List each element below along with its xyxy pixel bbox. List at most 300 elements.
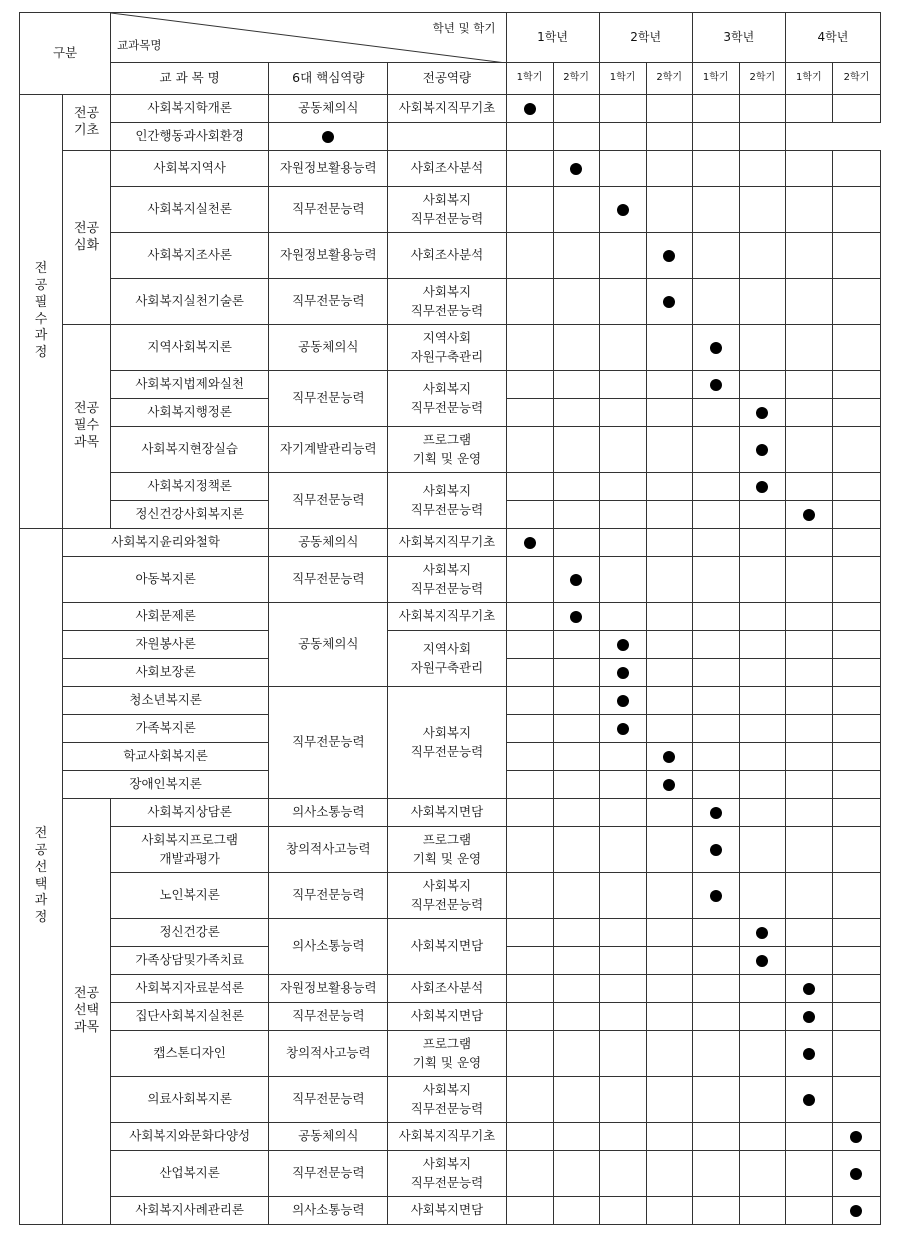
semester-cell <box>692 557 739 603</box>
table-row <box>20 687 881 715</box>
semester-cell <box>785 1123 832 1151</box>
semester-cell <box>692 659 739 687</box>
table-row <box>20 827 881 873</box>
semester-cell <box>785 233 832 279</box>
course-name: 지역사회복지론 <box>111 325 269 371</box>
semester-cell <box>785 427 832 473</box>
course-name: 사회보장론 <box>63 659 269 687</box>
major-competency: 사회복지면담 <box>388 919 506 975</box>
semester-cell <box>599 827 646 873</box>
semester-cell <box>646 187 692 233</box>
major-competency: 사회복지 직무전문능력 <box>388 279 506 325</box>
table-row <box>20 1077 881 1123</box>
semester-cell <box>785 1077 832 1123</box>
semester-cell <box>599 399 646 427</box>
semester-cell <box>739 715 785 743</box>
offered-dot <box>617 723 629 735</box>
semester-cell <box>692 1197 739 1225</box>
table-row <box>20 603 881 631</box>
course-name: 가족상담및가족치료 <box>111 947 269 975</box>
diagonal-header-cell <box>111 13 506 63</box>
semester-cell <box>739 473 785 501</box>
year-header-4: 4학년 <box>785 13 880 63</box>
semester-cell <box>553 529 599 557</box>
core-competency: 직무전문능력 <box>269 279 388 325</box>
table-row <box>20 123 881 151</box>
semester-cell <box>553 631 599 659</box>
semester-cell <box>599 975 646 1003</box>
offered-dot <box>710 844 722 856</box>
semester-cell <box>832 1151 880 1197</box>
core-competency: 직무전문능력 <box>269 187 388 233</box>
semester-cell <box>739 603 785 631</box>
course-name: 사회복지조사론 <box>111 233 269 279</box>
semester-cell <box>739 233 785 279</box>
semester-cell <box>832 501 880 529</box>
major-competency: 사회복지 직무전문능력 <box>388 1151 506 1197</box>
semester-cell <box>506 501 553 529</box>
semester-cell <box>832 427 880 473</box>
semester-cell <box>553 919 599 947</box>
semester-cell <box>692 975 739 1003</box>
semester-cell <box>506 95 553 123</box>
semester-cell <box>646 501 692 529</box>
major-competency: 사회복지 직무전문능력 <box>388 473 506 529</box>
semester-cell <box>692 1151 739 1197</box>
table-row <box>20 1003 881 1031</box>
semester-cell <box>553 501 599 529</box>
core-competency: 공동체의식 <box>269 603 388 687</box>
semester-cell <box>832 473 880 501</box>
semester-cell <box>553 1197 599 1225</box>
course-name: 노인복지론 <box>111 873 269 919</box>
course-name: 사회복지와문화다양성 <box>111 1123 269 1151</box>
offered-dot <box>322 131 334 143</box>
course-name: 사회복지행정론 <box>111 399 269 427</box>
course-name: 사회복지프로그램 개발과평가 <box>111 827 269 873</box>
course-name: 사회복지윤리와철학 <box>63 529 269 557</box>
semester-cell <box>739 687 785 715</box>
semester-cell <box>599 631 646 659</box>
semester-cell <box>739 827 785 873</box>
semester-cell <box>739 501 785 529</box>
course-name: 인간행동과사회환경 <box>111 123 269 151</box>
semester-cell <box>506 947 553 975</box>
offered-dot <box>663 250 675 262</box>
semester-cell <box>646 659 692 687</box>
semester-cell <box>599 1197 646 1225</box>
semester-cell <box>646 279 692 325</box>
core-competency: 창의적사고능력 <box>269 1031 388 1077</box>
semester-cell <box>646 1031 692 1077</box>
semester-cell <box>832 1031 880 1077</box>
semester-cell <box>692 873 739 919</box>
major-competency: 사회복지면담 <box>388 1003 506 1031</box>
course-name: 사회복지학개론 <box>111 95 269 123</box>
table-row <box>20 427 881 473</box>
offered-dot <box>617 204 629 216</box>
course-name: 사회복지자료분석론 <box>111 975 269 1003</box>
semester-cell <box>692 325 739 371</box>
semester-cell <box>506 123 553 151</box>
core-competency: 직무전문능력 <box>269 371 388 427</box>
semester-cell <box>739 919 785 947</box>
semester-cell <box>553 427 599 473</box>
table-row <box>20 1123 881 1151</box>
semester-cell <box>599 473 646 501</box>
table-row <box>20 279 881 325</box>
year-header-2: 2학년 <box>599 13 692 63</box>
semester-cell <box>832 975 880 1003</box>
semester-cell <box>646 947 692 975</box>
subgroup-label: 전공 선택 과목 <box>63 799 111 1225</box>
semester-cell <box>832 325 880 371</box>
semester-cell <box>506 603 553 631</box>
semester-cell <box>692 1077 739 1123</box>
semester-cell <box>739 279 785 325</box>
semester-cell <box>599 687 646 715</box>
semester-cell <box>832 603 880 631</box>
major-competency: 사회복지직무기초 <box>388 95 506 123</box>
semester-cell <box>506 799 553 827</box>
semester-cell <box>599 873 646 919</box>
semester-header: 2학기 <box>553 63 599 95</box>
major-competency: 사회복지 직무전문능력 <box>388 687 506 799</box>
semester-cell <box>506 1077 553 1123</box>
semester-cell <box>599 371 646 399</box>
semester-cell <box>506 187 553 233</box>
semester-cell <box>646 1077 692 1123</box>
major-competency: 사회복지면담 <box>388 1197 506 1225</box>
semester-header: 2학기 <box>739 63 785 95</box>
course-label: 교과목명 <box>117 38 162 53</box>
semester-cell <box>832 279 880 325</box>
semester-cell <box>599 947 646 975</box>
table-row <box>20 95 881 123</box>
semester-cell <box>599 325 646 371</box>
core-competency: 공동체의식 <box>269 325 388 371</box>
year-semester-label: 학년 및 학기 <box>432 21 496 35</box>
semester-cell <box>646 771 692 799</box>
offered-dot <box>803 509 815 521</box>
core-competency: 의사소통능력 <box>269 1197 388 1225</box>
semester-cell <box>832 1197 880 1225</box>
semester-cell <box>785 947 832 975</box>
semester-cell <box>832 529 880 557</box>
semester-cell <box>832 919 880 947</box>
offered-dot <box>756 407 768 419</box>
major-competency: 사회조사분석 <box>388 233 506 279</box>
semester-header: 1학기 <box>692 63 739 95</box>
course-name: 청소년복지론 <box>63 687 269 715</box>
semester-cell <box>506 399 553 427</box>
semester-cell <box>739 371 785 399</box>
semester-cell <box>785 1197 832 1225</box>
semester-cell <box>832 557 880 603</box>
major-competency: 사회복지직무기초 <box>388 1123 506 1151</box>
semester-cell <box>739 325 785 371</box>
semester-cell <box>599 187 646 233</box>
core-competency: 직무전문능력 <box>269 1077 388 1123</box>
semester-cell <box>646 399 692 427</box>
semester-cell <box>739 187 785 233</box>
subgroup-label: 전공 심화 <box>63 151 111 325</box>
course-name: 캡스톤디자인 <box>111 1031 269 1077</box>
semester-cell <box>785 279 832 325</box>
semester-cell <box>553 279 599 325</box>
semester-cell <box>553 187 599 233</box>
course-name: 장애인복지론 <box>63 771 269 799</box>
semester-cell <box>553 233 599 279</box>
subgroup-label: 전공 필수 과목 <box>63 325 111 529</box>
semester-cell <box>832 1123 880 1151</box>
semester-cell <box>599 1123 646 1151</box>
semester-cell <box>599 1031 646 1077</box>
core-competency: 직무전문능력 <box>269 687 388 799</box>
semester-cell <box>785 1003 832 1031</box>
semester-cell <box>506 1123 553 1151</box>
semester-cell <box>599 557 646 603</box>
semester-header: 1학기 <box>599 63 646 95</box>
course-name: 사회복지실천기술론 <box>111 279 269 325</box>
core-competency: 직무전문능력 <box>269 557 388 603</box>
semester-cell <box>739 557 785 603</box>
offered-dot <box>663 751 675 763</box>
semester-cell <box>692 603 739 631</box>
semester-cell <box>692 827 739 873</box>
offered-dot <box>570 611 582 623</box>
semester-cell <box>692 151 739 187</box>
semester-cell <box>832 371 880 399</box>
offered-dot <box>570 574 582 586</box>
table-row <box>20 473 881 501</box>
semester-cell <box>553 399 599 427</box>
offered-dot <box>663 296 675 308</box>
semester-cell <box>832 687 880 715</box>
semester-cell <box>646 1003 692 1031</box>
major-competency: 사회복지 직무전문능력 <box>388 873 506 919</box>
table-row <box>20 187 881 233</box>
semester-cell <box>832 151 880 187</box>
semester-cell <box>832 659 880 687</box>
course-name: 사회복지역사 <box>111 151 269 187</box>
semester-cell <box>785 687 832 715</box>
semester-cell <box>692 473 739 501</box>
offered-dot <box>617 695 629 707</box>
category-header: 구분 <box>20 13 111 95</box>
major-competency: 사회조사분석 <box>388 151 506 187</box>
major-competency: 지역사회 자원구축관리 <box>388 325 506 371</box>
semester-cell <box>646 873 692 919</box>
semester-cell <box>785 371 832 399</box>
semester-header: 2학기 <box>832 63 880 95</box>
offered-dot <box>524 537 536 549</box>
semester-cell <box>599 123 646 151</box>
core-competency: 창의적사고능력 <box>269 827 388 873</box>
semester-cell <box>785 827 832 873</box>
curriculum-table <box>19 12 881 1225</box>
semester-cell <box>506 687 553 715</box>
semester-cell <box>692 501 739 529</box>
major-competency: 사회복지면담 <box>388 799 506 827</box>
group-label: 전 공 선 택 과 정 <box>20 529 63 1225</box>
semester-cell <box>785 557 832 603</box>
semester-cell <box>739 975 785 1003</box>
semester-cell <box>646 827 692 873</box>
semester-cell <box>739 1077 785 1123</box>
semester-cell <box>599 1077 646 1123</box>
semester-cell <box>692 95 739 123</box>
core-competency: 자원정보활용능력 <box>269 151 388 187</box>
core-competency: 자원정보활용능력 <box>269 233 388 279</box>
semester-cell <box>832 947 880 975</box>
semester-cell <box>692 233 739 279</box>
offered-dot <box>663 779 675 791</box>
major-competency: 프로그램 기획 및 운영 <box>388 427 506 473</box>
semester-cell <box>506 873 553 919</box>
year-header-3: 3학년 <box>692 13 785 63</box>
semester-cell <box>506 827 553 873</box>
semester-cell <box>506 771 553 799</box>
semester-cell <box>553 151 599 187</box>
semester-header: 2학기 <box>646 63 692 95</box>
semester-cell <box>739 95 785 123</box>
semester-cell <box>739 1003 785 1031</box>
course-name: 산업복지론 <box>111 1151 269 1197</box>
semester-cell <box>785 873 832 919</box>
course-name: 정신건강론 <box>111 919 269 947</box>
semester-cell <box>553 687 599 715</box>
semester-cell <box>506 1031 553 1077</box>
course-name-header: 교 과 목 명 <box>111 63 269 95</box>
semester-cell <box>646 1123 692 1151</box>
core-competency: 자원정보활용능력 <box>269 975 388 1003</box>
semester-cell <box>739 1123 785 1151</box>
semester-cell <box>692 919 739 947</box>
core-competency: 공동체의식 <box>269 95 388 123</box>
core-competency: 직무전문능력 <box>269 1003 388 1031</box>
semester-cell <box>832 399 880 427</box>
semester-cell <box>692 427 739 473</box>
semester-cell <box>692 123 739 151</box>
table-row <box>20 529 881 557</box>
core-competency: 공동체의식 <box>269 1123 388 1151</box>
semester-cell <box>692 799 739 827</box>
semester-cell <box>692 529 739 557</box>
semester-cell <box>553 873 599 919</box>
table-row <box>20 371 881 399</box>
semester-cell <box>646 529 692 557</box>
semester-cell <box>553 123 599 151</box>
semester-cell <box>832 715 880 743</box>
major-competency: 사회복지직무기초 <box>388 529 506 557</box>
semester-cell <box>646 1197 692 1225</box>
semester-cell <box>599 1003 646 1031</box>
semester-cell <box>646 603 692 631</box>
semester-cell <box>832 233 880 279</box>
semester-cell <box>599 743 646 771</box>
semester-cell <box>599 799 646 827</box>
table-row <box>20 1031 881 1077</box>
major-competency: 사회복지 직무전문능력 <box>388 557 506 603</box>
semester-cell <box>692 631 739 659</box>
semester-cell <box>832 187 880 233</box>
semester-cell <box>785 799 832 827</box>
semester-cell <box>553 371 599 399</box>
semester-cell <box>506 427 553 473</box>
semester-cell <box>692 1123 739 1151</box>
semester-cell <box>692 1031 739 1077</box>
core-competency: 의사소통능력 <box>269 799 388 827</box>
semester-cell <box>646 151 692 187</box>
semester-cell <box>646 233 692 279</box>
semester-cell <box>692 371 739 399</box>
major-competency: 사회복지 직무전문능력 <box>388 371 506 427</box>
course-name: 집단사회복지실천론 <box>111 1003 269 1031</box>
major-competency: 사회복지 직무전문능력 <box>388 1077 506 1123</box>
semester-cell <box>739 1031 785 1077</box>
semester-cell <box>553 325 599 371</box>
semester-cell <box>785 325 832 371</box>
semester-cell <box>506 557 553 603</box>
semester-cell <box>785 715 832 743</box>
offered-dot <box>756 444 768 456</box>
table-row <box>20 151 881 187</box>
semester-cell <box>646 743 692 771</box>
semester-cell <box>832 631 880 659</box>
semester-cell <box>739 947 785 975</box>
semester-cell <box>832 1077 880 1123</box>
semester-cell <box>785 1151 832 1197</box>
core-competency-header: 6대 핵심역량 <box>269 63 388 95</box>
offered-dot <box>617 639 629 651</box>
semester-cell <box>553 799 599 827</box>
semester-cell <box>739 659 785 687</box>
table-row <box>20 325 881 371</box>
semester-cell <box>553 827 599 873</box>
semester-cell <box>692 279 739 325</box>
semester-cell <box>785 473 832 501</box>
offered-dot <box>803 1011 815 1023</box>
table-row <box>20 233 881 279</box>
semester-cell <box>506 529 553 557</box>
table-row <box>20 1197 881 1225</box>
semester-cell <box>739 151 785 187</box>
semester-cell <box>646 631 692 659</box>
semester-cell <box>785 975 832 1003</box>
semester-cell <box>553 95 599 123</box>
semester-cell <box>785 95 832 123</box>
table-row <box>20 873 881 919</box>
semester-cell <box>599 771 646 799</box>
semester-cell <box>506 279 553 325</box>
group-label: 전 공 필 수 과 정 <box>20 95 63 529</box>
course-name: 사회복지실천론 <box>111 187 269 233</box>
major-competency: 사회복지 직무전문능력 <box>388 187 506 233</box>
semester-cell <box>785 659 832 687</box>
course-name: 사회복지법제와실천 <box>111 371 269 399</box>
offered-dot <box>710 342 722 354</box>
semester-cell <box>599 233 646 279</box>
semester-cell <box>553 947 599 975</box>
semester-cell <box>506 1197 553 1225</box>
semester-cell <box>553 1123 599 1151</box>
core-competency: 의사소통능력 <box>269 919 388 975</box>
major-competency: 프로그램 기획 및 운영 <box>388 827 506 873</box>
course-name: 가족복지론 <box>63 715 269 743</box>
offered-dot <box>803 1094 815 1106</box>
semester-cell <box>599 501 646 529</box>
